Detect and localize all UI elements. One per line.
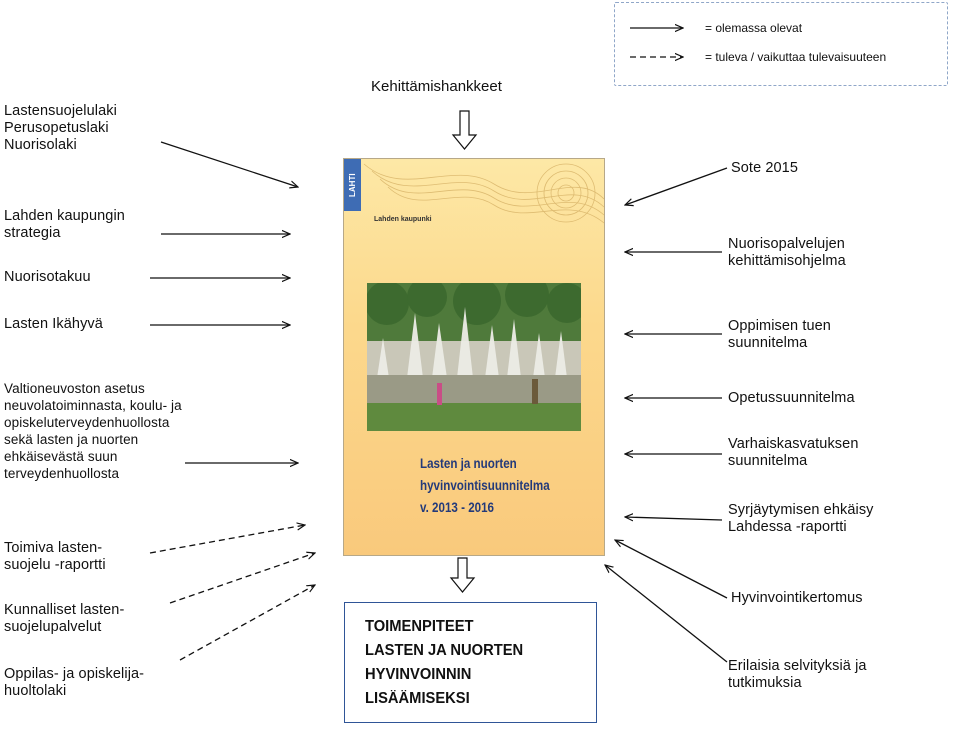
arrow-left-8 — [180, 585, 315, 660]
right-input-4: Opetussuunnitelma — [728, 390, 855, 406]
cover-subtitle: Lahden kaupunki — [374, 216, 432, 223]
right-input-5: Varhaiskasvatuksen suunnitelma — [728, 436, 859, 469]
cover-brand-logo: LAHTI — [344, 159, 361, 211]
outcome-text: TOIMENPITEET LASTEN JA NUORTEN HYVINVOINNIN LISÄÄMISEKSI — [365, 618, 524, 707]
block-arrow-bottom — [451, 558, 474, 592]
arrow-right-1 — [625, 168, 727, 205]
arrow-left-1 — [161, 142, 298, 187]
left-input-3: Nuorisotakuu — [4, 269, 91, 285]
left-input-1: Lastensuojelulaki Perusopetuslaki Nuorisolaki — [4, 103, 117, 153]
left-input-6: Toimiva lasten- suojelu -raportti — [4, 540, 106, 573]
legend-existing-label: = olemassa olevat — [705, 21, 803, 35]
right-input-6: Syrjäytymisen ehkäisy Lahdessa -raportti — [728, 502, 874, 535]
arrow-right-6 — [625, 517, 722, 520]
left-input-2: Lahden kaupungin strategia — [4, 208, 125, 241]
legend-future-label: = tuleva / vaikuttaa tulevaisuuteen — [705, 50, 887, 64]
legend-box — [614, 2, 948, 86]
right-input-3: Oppimisen tuen suunnitelma — [728, 318, 831, 351]
left-input-5: Valtioneuvoston asetus neuvolatoiminnasta, koulu- ja opiskeluterveydenhuollosta sekä lasten ja nuorten ehkäisevästä suun terveydenhuollosta — [4, 381, 182, 481]
plan-cover — [343, 158, 605, 556]
right-input-7: Hyvinvointikertomus — [731, 590, 863, 606]
top-input-label: Kehittämishankkeet — [371, 78, 502, 95]
arrow-right-7 — [615, 540, 727, 598]
cover-title: Lasten ja nuorten hyvinvointisuunnitelma v. 2013 - 2016 — [420, 456, 550, 515]
arrow-left-6 — [150, 525, 305, 553]
left-input-4: Lasten Ikähyvä — [4, 316, 103, 332]
cover-fountain-photo — [367, 283, 581, 431]
arrow-right-8 — [605, 565, 727, 662]
right-input-8: Erilaisia selvityksiä ja tutkimuksia — [728, 658, 867, 691]
left-input-7: Kunnalliset lasten- suojelupalvelut — [4, 602, 125, 635]
right-input-1: Sote 2015 — [731, 160, 799, 176]
outcome-box — [344, 602, 597, 723]
arrow-left-7 — [170, 553, 315, 603]
block-arrow-top — [453, 111, 476, 149]
right-input-2: Nuorisopalvelujen kehittämisohjelma — [728, 236, 846, 269]
left-input-8: Oppilas- ja opiskelija- huoltolaki — [4, 666, 145, 699]
